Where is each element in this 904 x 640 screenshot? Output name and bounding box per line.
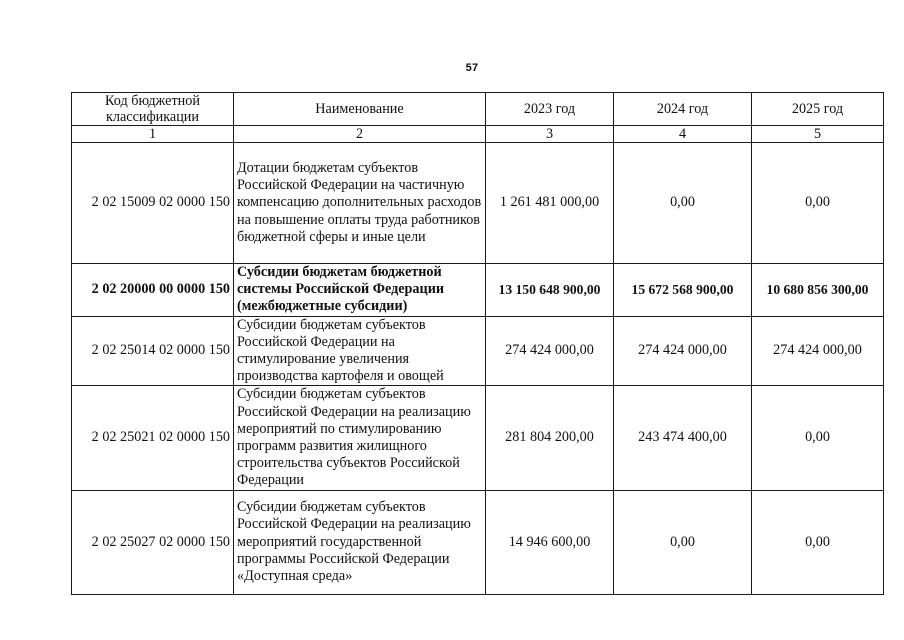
header-code: Код бюджетной классификации xyxy=(72,93,234,126)
header-2023: 2023 год xyxy=(486,93,614,126)
row-value-2023: 13 150 648 900,00 xyxy=(486,264,614,317)
header-2025: 2025 год xyxy=(752,93,884,126)
row-value-2023: 14 946 600,00 xyxy=(486,490,614,594)
row-name: Дотации бюджетам субъектов Российской Федерации на частичную компенсацию дополнительных расходов на повышение оплаты труда работников бюджетной сферы и иные цели xyxy=(234,143,486,264)
column-number: 3 xyxy=(486,126,614,143)
row-name: Субсидии бюджетам субъектов Российской Федерации на реализацию мероприятий государственной программы Российской Федерации «Доступная среда» xyxy=(234,490,486,594)
row-name: Субсидии бюджетам субъектов Российской Федерации на стимулирование увеличения производства картофеля и овощей xyxy=(234,316,486,386)
row-value-2024: 243 474 400,00 xyxy=(614,386,752,490)
row-value-2023: 1 261 481 000,00 xyxy=(486,143,614,264)
row-name: Субсидии бюджетам бюджетной системы Российской Федерации (межбюджетные субсидии) xyxy=(234,264,486,317)
row-value-2024: 0,00 xyxy=(614,143,752,264)
column-number: 5 xyxy=(752,126,884,143)
row-code: 2 02 25021 02 0000 150 xyxy=(72,386,234,490)
row-value-2025: 0,00 xyxy=(752,386,884,490)
table-row xyxy=(72,143,884,264)
header-2024: 2024 год xyxy=(614,93,752,126)
page-number: 57 xyxy=(465,62,479,74)
row-value-2023: 274 424 000,00 xyxy=(486,316,614,386)
column-number-row xyxy=(72,126,884,143)
table-row xyxy=(72,490,884,594)
table-row xyxy=(72,316,884,386)
header-name: Наименование xyxy=(234,93,486,126)
budget-table xyxy=(71,92,884,595)
row-name: Субсидии бюджетам субъектов Российской Федерации на реализацию мероприятий по стимулированию программ развития жилищного строительства субъектов Российской Федерации xyxy=(234,386,486,490)
column-number: 4 xyxy=(614,126,752,143)
table-row xyxy=(72,386,884,490)
row-value-2023: 281 804 200,00 xyxy=(486,386,614,490)
row-value-2025: 0,00 xyxy=(752,143,884,264)
row-code: 2 02 20000 00 0000 150 xyxy=(72,264,234,317)
row-value-2024: 274 424 000,00 xyxy=(614,316,752,386)
table-row xyxy=(72,264,884,317)
row-code: 2 02 25027 02 0000 150 xyxy=(72,490,234,594)
row-value-2025: 10 680 856 300,00 xyxy=(752,264,884,317)
column-number: 1 xyxy=(72,126,234,143)
row-value-2025: 0,00 xyxy=(752,490,884,594)
row-value-2025: 274 424 000,00 xyxy=(752,316,884,386)
column-number: 2 xyxy=(234,126,486,143)
row-code: 2 02 25014 02 0000 150 xyxy=(72,316,234,386)
row-value-2024: 15 672 568 900,00 xyxy=(614,264,752,317)
row-code: 2 02 15009 02 0000 150 xyxy=(72,143,234,264)
table-header-row xyxy=(72,93,884,126)
row-value-2024: 0,00 xyxy=(614,490,752,594)
